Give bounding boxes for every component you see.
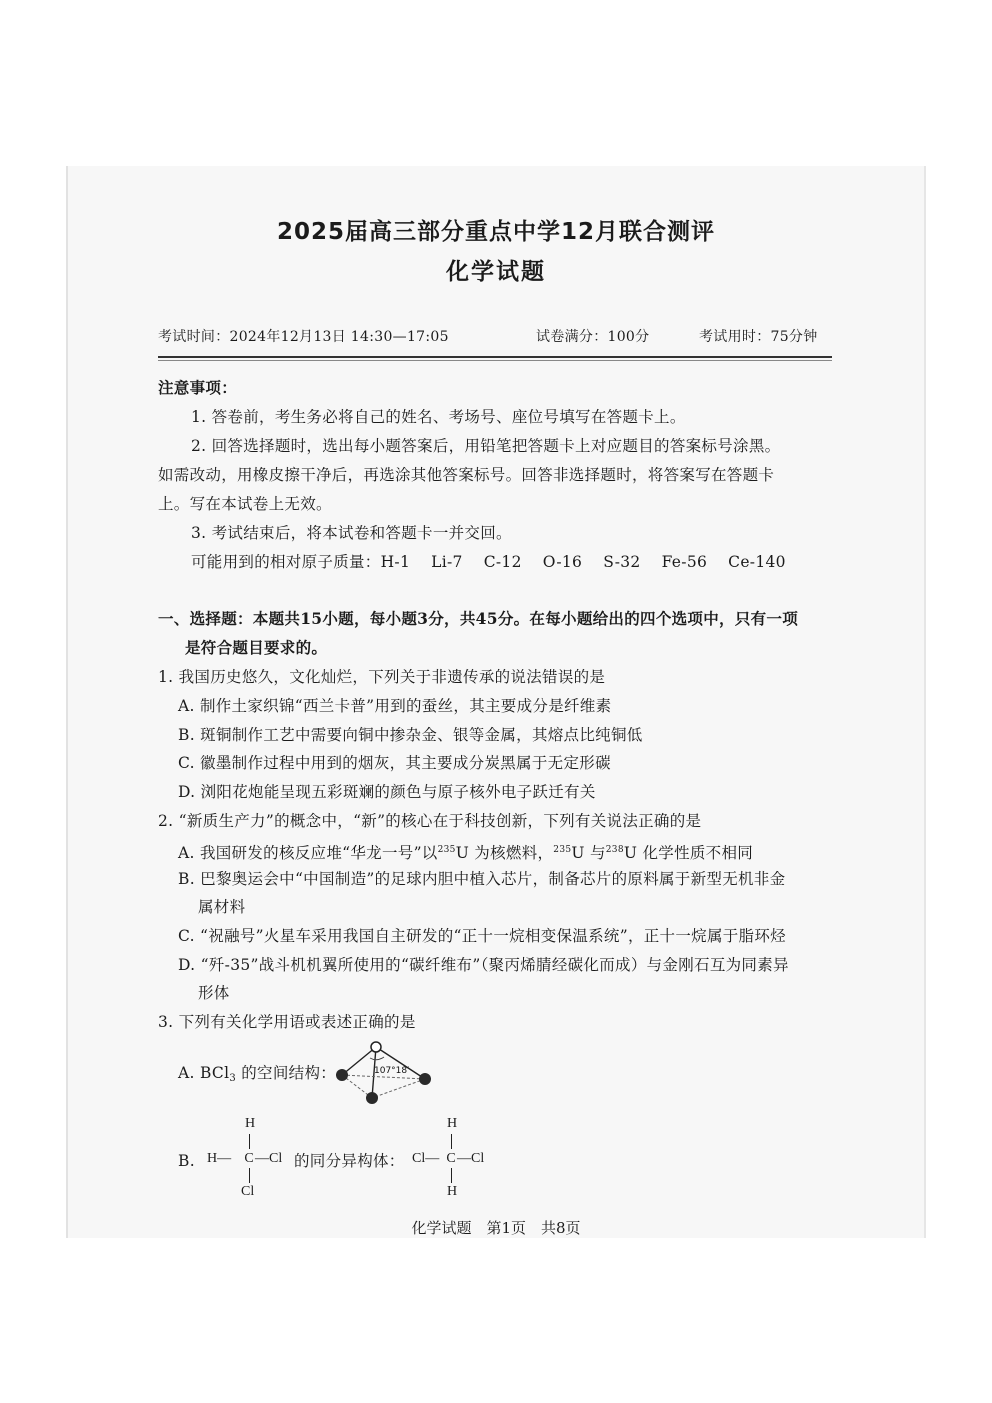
formula1-carbon: C <box>244 1151 254 1166</box>
bond-angle-label: 107°18′ <box>374 1066 410 1076</box>
formula2-carbon: C <box>446 1151 456 1166</box>
q1-option-c: C. 徽墨制作过程中用到的烟灰，其主要成分炭黑属于无定形碳 <box>178 754 611 772</box>
mass-number: 235 <box>553 845 572 855</box>
header-rule <box>158 356 832 358</box>
mass-number: 235 <box>437 845 456 855</box>
formula1-right: —Cl <box>255 1151 283 1166</box>
formula2-top: H <box>446 1116 458 1131</box>
sheet-edge-left <box>66 166 68 1238</box>
q1-option-a: A. 制作土家织锦“西兰卡普”用到的蚕丝，其主要成分是纤维素 <box>178 697 612 715</box>
q2-stem: 2. “新质生产力”的概念中，“新”的核心在于科技创新，下列有关说法正确的是 <box>158 812 702 830</box>
notice-heading: 注意事项： <box>158 378 238 397</box>
exam-title: 2025届高三部分重点中学12月联合测评 <box>276 219 716 245</box>
notice-item-2: 2. 回答选择题时，选出每小题答案后，用铅笔把答题卡上对应题目的答案标号涂黑。 <box>191 437 781 455</box>
formula1-bottom: Cl <box>241 1184 255 1199</box>
q3-option-b-text: 的同分异构体： <box>294 1152 405 1170</box>
formula1-left: H— <box>207 1151 232 1166</box>
exam-duration: 考试用时：75分钟 <box>699 329 818 345</box>
q2-option-b: B. 巴黎奥运会中“中国制造”的足球内胆中植入芯片，制备芯片的原料属于新型无机非金 <box>178 870 786 888</box>
page-footer: 化学试题 第1页 共8页 <box>411 1219 581 1237</box>
terminal-atom <box>366 1092 378 1104</box>
mass-number: 238 <box>605 845 624 855</box>
terminal-atom <box>419 1073 431 1085</box>
q1-option-b: B. 斑铜制作工艺中需要向铜中掺杂金、银等金属，其熔点比纯铜低 <box>178 726 643 744</box>
q1-stem: 1. 我国历史悠久，文化灿烂，下列关于非遗传承的说法错误的是 <box>158 668 606 686</box>
formula2-right: —Cl <box>457 1151 485 1166</box>
bcl3-structure-model <box>328 1038 443 1110</box>
formula2-bond-up <box>451 1134 452 1149</box>
exam-full-score: 试卷满分：100分 <box>536 329 650 345</box>
formula2-bond-down <box>451 1168 452 1183</box>
header-rule-thin <box>158 360 832 361</box>
q3-option-a: A. BCl$_3$ 的空间结构： <box>178 1064 337 1084</box>
q2-option-a: A. 我国研发的核反应堆“华龙一号”以$^{235}$U 为核燃料，$^{235}$U 与$^{238}$U 化学性质不相同 <box>178 844 754 862</box>
notice-item-2-end: 上。写在本试卷上无效。 <box>158 495 332 513</box>
section-1-heading: 一、选择题：本题共15小题，每小题3分，共45分。在每小题给出的四个选项中，只有一项 <box>158 609 799 628</box>
central-atom <box>371 1042 381 1052</box>
exam-subject: 化学试题 <box>446 259 546 285</box>
formula1-bond-down <box>249 1168 250 1183</box>
exam-time: 考试时间：2024年12月13日 14:30—17:05 <box>158 329 449 345</box>
q2-option-c: C. “祝融号”火星车采用我国自主研发的“正十一烷相变保温系统”，正十一烷属于脂环烃 <box>178 927 786 945</box>
atomic-mass-list: 可能用到的相对原子质量：H-1 Li-7 C-12 O-16 S-32 Fe-56 Ce-140 <box>191 553 786 571</box>
sheet-edge-right <box>924 166 926 1238</box>
q2-option-d-cont: 形体 <box>198 984 230 1002</box>
q1-option-d: D. 浏阳花炮能呈现五彩斑斓的颜色与原子核外电子跃迁有关 <box>178 783 596 801</box>
notice-item-2-cont: 如需改动，用橡皮擦干净后，再选涂其他答案标号。回答非选择题时，将答案写在答题卡 <box>158 466 775 484</box>
terminal-atom <box>336 1069 348 1081</box>
q2-option-d: D. “歼-35”战斗机机翼所使用的“碳纤维布”（聚丙烯腈经碳化而成）与金刚石互为同素异 <box>178 956 789 974</box>
formula2-left: Cl— <box>412 1151 440 1166</box>
q3-option-b-label: B. <box>178 1152 195 1170</box>
formula1-top: H <box>244 1116 256 1131</box>
section-1-heading-cont: 是符合题目要求的。 <box>185 638 328 657</box>
notice-item-3: 3. 考试结束后，将本试卷和答题卡一并交回。 <box>191 524 512 542</box>
notice-item-1: 1. 答卷前，考生务必将自己的姓名、考场号、座位号填写在答题卡上。 <box>191 408 686 426</box>
q3-stem: 3. 下列有关化学用语或表述正确的是 <box>158 1013 416 1031</box>
q2-option-b-cont: 属材料 <box>198 898 246 916</box>
formula1-bond-up <box>249 1134 250 1149</box>
formula2-bottom: H <box>446 1184 458 1199</box>
